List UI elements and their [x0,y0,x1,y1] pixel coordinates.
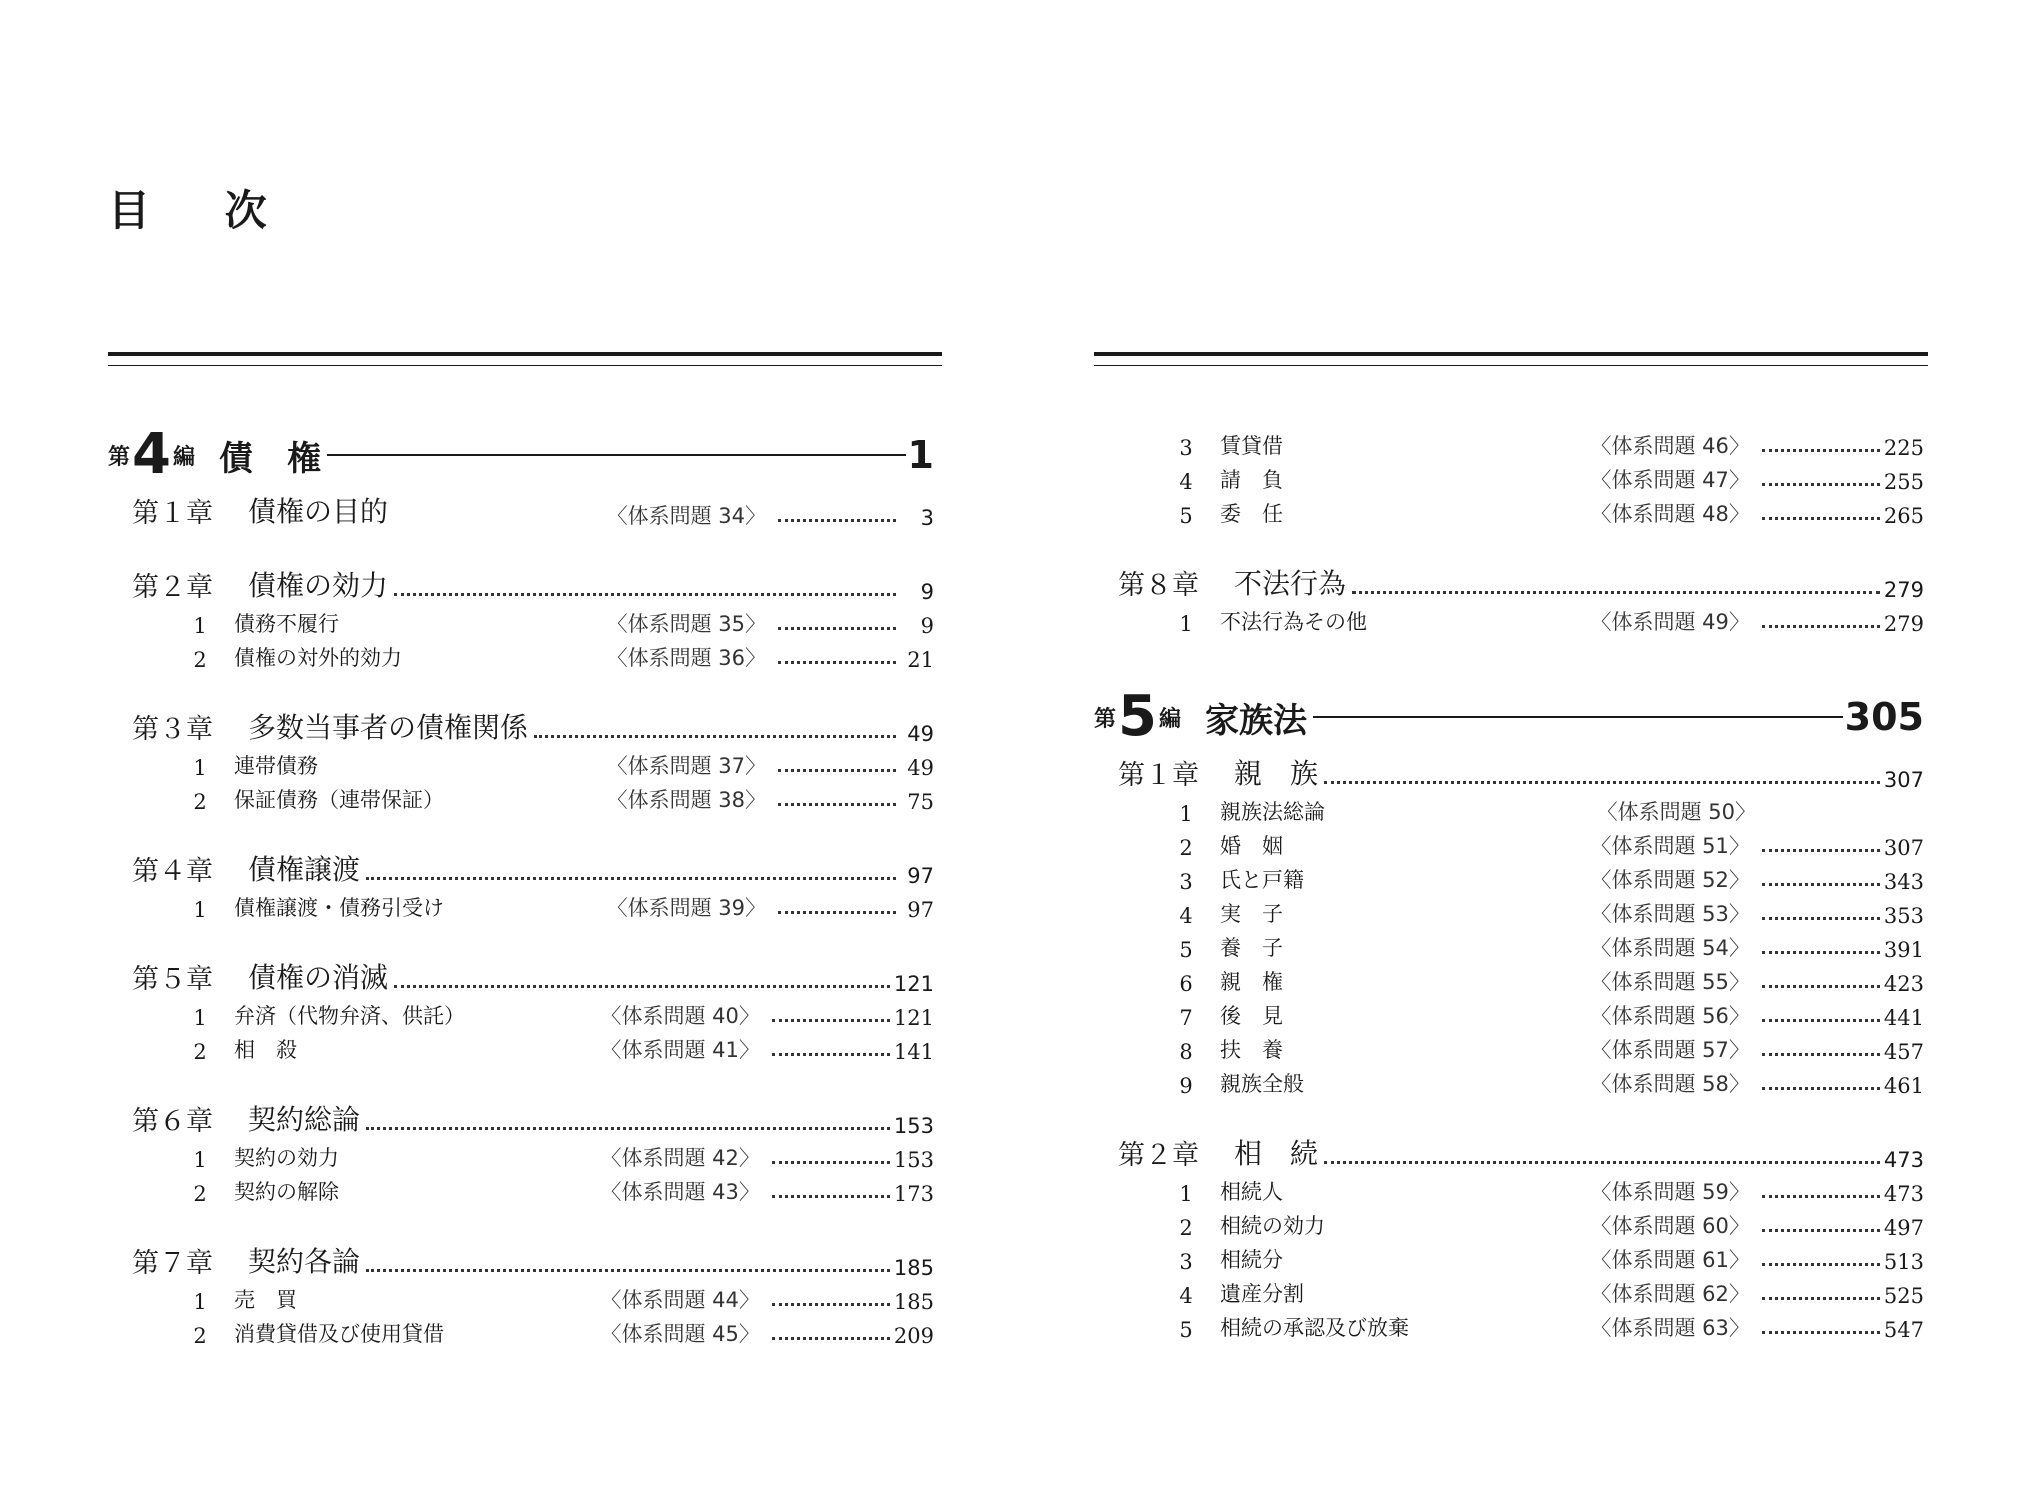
chapter-page: 307 [1883,768,1924,792]
problem-ref [1591,606,1884,636]
section-row [1094,962,1924,996]
section-number: 2 [193,1182,207,1206]
dot-leader [1762,849,1880,852]
section-number: 1 [193,1290,207,1314]
section-row [1094,602,1924,636]
section-number: 2 [193,648,207,672]
chapter-gap [1094,1098,1924,1132]
dot-leader [1762,625,1880,628]
section-page: 391 [1883,938,1924,962]
part-title: 家族法 [1205,700,1307,741]
dot-leader [1762,1229,1880,1232]
problem-ref [1591,1312,1884,1342]
section-number: 1 [1179,1182,1193,1206]
chapter-page: 121 [893,972,934,996]
right-header-rule [1094,352,1928,366]
section-page: 473 [1883,1182,1924,1206]
problem-ref [1591,498,1884,528]
dot-leader [1762,1331,1880,1334]
problem-ref [601,1284,894,1314]
chapter-label: 第３章 [132,714,213,745]
section-title: 親族法総論 [1220,800,1325,824]
section-page: 441 [1883,1006,1924,1030]
section-row [108,1138,934,1172]
dot-leader [778,803,896,806]
problem-label: 〈体系問題 38〉 [606,788,766,812]
section-title: 相続分 [1220,1248,1283,1272]
section-row [1094,1240,1924,1274]
chapter-title: 債権譲渡 [248,853,361,886]
section-title: 契約の解除 [234,1180,339,1204]
chapter-gap [1094,528,1924,562]
chapter-page: 185 [893,1256,934,1280]
section-title: 後 見 [1220,1004,1283,1028]
problem-ref [1591,898,1884,928]
section-row [108,604,934,638]
problem-ref [607,892,900,922]
problem-ref [1591,430,1884,460]
dot-leader [1762,449,1880,452]
problem-ref [1591,1034,1884,1064]
problem-ref [1591,1278,1884,1308]
section-page: 265 [1883,504,1924,528]
section-number: 4 [1179,1284,1193,1308]
section-page: 75 [907,790,934,814]
chapter-label: 第１章 [1118,760,1199,791]
problem-ref [1591,1210,1884,1240]
section-row [108,996,934,1030]
section-row [108,1030,934,1064]
dot-leader [1762,1195,1880,1198]
chapter-label: 第６章 [132,1106,213,1137]
problem-label: 〈体系問題 53〉 [1590,902,1750,926]
problem-ref [607,784,900,814]
problem-label: 〈体系問題 57〉 [1590,1038,1750,1062]
problem-label: 〈体系問題 39〉 [606,896,766,920]
chapter-heading [132,956,934,996]
problem-ref [607,500,900,530]
section-row [1094,494,1924,528]
problem-label: 〈体系問題 61〉 [1590,1248,1750,1272]
dot-leader [778,661,896,664]
chapter-title: 債権の消滅 [248,961,389,994]
section-number: 2 [1179,836,1193,860]
problem-ref [601,1176,894,1206]
problem-ref [1591,1000,1884,1030]
section-title: 相続の承認及び放棄 [1220,1316,1409,1340]
dot-leader [778,911,896,914]
section-title: 婚 姻 [1220,834,1283,858]
right-column [1094,420,1924,1342]
section-page: 209 [893,1324,934,1348]
section-title: 相続の効力 [1220,1214,1325,1238]
part-page: 305 [1844,695,1924,739]
problem-label: 〈体系問題 59〉 [1590,1180,1750,1204]
problem-label: 〈体系問題 48〉 [1590,502,1750,526]
left-header-rule [108,352,942,366]
problem-label: 〈体系問題 60〉 [1590,1214,1750,1238]
section-page: 173 [893,1182,934,1206]
chapter-label: 第２章 [132,572,213,603]
section-title: 賃貸借 [1220,434,1283,458]
section-title: 遺産分割 [1220,1282,1304,1306]
problem-label: 〈体系問題 45〉 [600,1322,760,1346]
dot-leader [1324,1161,1880,1164]
section-page: 121 [893,1006,934,1030]
problem-label: 〈体系問題 49〉 [1590,610,1750,634]
section-row [108,1280,934,1314]
chapter-page: 9 [920,580,934,604]
part-hen: 編 [172,444,195,470]
dot-leader [1762,517,1880,520]
section-row [1094,826,1924,860]
section-number: 7 [1179,1006,1193,1030]
dot-leader [394,985,890,988]
chapter-heading [1118,1132,1924,1172]
section-number: 1 [1179,802,1193,826]
section-title: 扶 養 [1220,1038,1283,1062]
section-number: 4 [1179,470,1193,494]
problem-ref [601,1000,894,1030]
section-row [1094,792,1924,826]
problem-label: 〈体系問題 63〉 [1590,1316,1750,1340]
chapter-label: 第２章 [1118,1140,1199,1171]
part-hen: 編 [1158,706,1181,732]
chapter-heading [132,564,934,604]
section-page: 9 [920,614,934,638]
section-number: 5 [1179,938,1193,962]
problem-ref [1591,830,1884,860]
left-column [108,420,934,1348]
section-row [108,780,934,814]
part-dai: 第 [1094,706,1117,732]
chapter-title: 親 族 [1234,757,1319,790]
section-page: 141 [893,1040,934,1064]
chapter-heading [1118,562,1924,602]
problem-label: 〈体系問題 58〉 [1590,1072,1750,1096]
problem-ref [607,608,900,638]
chapter-label: 第７章 [132,1248,213,1279]
problem-label: 〈体系問題 36〉 [606,646,766,670]
section-title: 債権譲渡・債務引受け [234,896,444,920]
problem-ref [607,750,900,780]
section-row [1094,1274,1924,1308]
chapter-heading [1118,752,1924,792]
section-page: 255 [1883,470,1924,494]
section-row [1094,996,1924,1030]
chapter-gap [108,530,934,564]
problem-label: 〈体系問題 44〉 [600,1288,760,1312]
chapter-page: 473 [1883,1148,1924,1172]
section-number: 1 [1179,612,1193,636]
problem-ref [1591,1244,1884,1274]
page-title: 目 次 [108,186,297,235]
chapter-label: 第４章 [132,856,213,887]
problem-label: 〈体系問題 42〉 [600,1146,760,1170]
section-title: 連帯債務 [234,754,318,778]
problem-label: 〈体系問題 37〉 [606,754,766,778]
section-page: 97 [907,898,934,922]
section-page: 225 [1883,436,1924,460]
part-rule [1313,716,1843,718]
section-title: 消費貸借及び使用貸借 [234,1322,444,1346]
section-number: 2 [1179,1216,1193,1240]
section-title: 債権の対外的効力 [234,646,402,670]
part-page: 1 [907,433,934,477]
section-title: 売 買 [234,1288,297,1312]
section-row [108,638,934,672]
section-number: 1 [193,614,207,638]
chapter-page: 49 [907,722,934,746]
problem-ref [601,1318,894,1348]
problem-label: 〈体系問題 47〉 [1590,468,1750,492]
section-number: 2 [193,790,207,814]
section-page: 343 [1883,870,1924,894]
chapter-title: 債権の目的 [248,495,389,528]
problem-ref [607,642,900,672]
problem-ref [601,1034,894,1064]
section-page: 153 [893,1148,934,1172]
section-page: 21 [907,648,934,672]
problem-ref [1591,464,1884,494]
chapter-title: 多数当事者の債権関係 [248,711,529,744]
problem-label: 〈体系問題 52〉 [1590,868,1750,892]
problem-label: 〈体系問題 34〉 [606,504,766,528]
section-title: 氏と戸籍 [1220,868,1304,892]
section-number: 2 [193,1324,207,1348]
chapter-title: 契約総論 [248,1103,361,1136]
chapter-gap [108,814,934,848]
chapter-gap [108,672,934,706]
section-row [1094,894,1924,928]
chapter-gap [108,922,934,956]
part-heading [108,420,934,490]
section-number: 8 [1179,1040,1193,1064]
problem-ref [1591,1068,1884,1098]
section-number: 4 [1179,904,1193,928]
section-title: 契約の効力 [234,1146,339,1170]
problem-label: 〈体系問題 54〉 [1590,936,1750,960]
dot-leader [1762,1263,1880,1266]
chapter-gap [108,1206,934,1240]
section-row [1094,1030,1924,1064]
section-number: 6 [1179,972,1193,996]
problem-label: 〈体系問題 56〉 [1590,1004,1750,1028]
section-number: 1 [193,1006,207,1030]
dot-leader [772,1195,890,1198]
dot-leader [1762,1053,1880,1056]
part-rule [327,454,906,456]
chapter-label: 第１章 [132,498,213,529]
dot-leader [1762,951,1880,954]
dot-leader [366,1127,890,1130]
dot-leader [1762,883,1880,886]
section-page: 497 [1883,1216,1924,1240]
section-number: 1 [193,898,207,922]
section-row [108,1314,934,1348]
dot-leader [778,769,896,772]
dot-leader [772,1019,890,1022]
section-row [1094,928,1924,962]
section-page: 525 [1883,1284,1924,1308]
dot-leader [772,1337,890,1340]
dot-leader [772,1053,890,1056]
problem-label: 〈体系問題 40〉 [600,1004,760,1028]
chapter-label: 第８章 [1118,570,1199,601]
section-page: 461 [1883,1074,1924,1098]
section-number: 5 [1179,504,1193,528]
section-number: 2 [193,1040,207,1064]
dot-leader [778,519,896,522]
problem-label: 〈体系問題 51〉 [1590,834,1750,858]
part-heading [1094,682,1924,752]
chapter-heading [132,706,934,746]
section-title: 親族全般 [1220,1072,1304,1096]
part-number: 4 [132,422,171,487]
chapter-page: 153 [893,1114,934,1138]
dot-leader [778,627,896,630]
problem-label: 〈体系問題 46〉 [1590,434,1750,458]
chapter-title: 債権の効力 [248,569,389,602]
chapter-heading [132,1240,934,1280]
section-page: 513 [1883,1250,1924,1274]
section-row [1094,1172,1924,1206]
dot-leader [772,1161,890,1164]
dot-leader [366,1269,890,1272]
section-title: 不法行為その他 [1220,610,1367,634]
chapter-heading [132,848,934,888]
dot-leader [772,1303,890,1306]
problem-ref [1591,932,1884,962]
chapter-title: 不法行為 [1234,567,1347,600]
section-number: 5 [1179,1318,1193,1342]
section-number: 3 [1179,870,1193,894]
problem-label: 〈体系問題 62〉 [1590,1282,1750,1306]
section-title: 相続人 [1220,1180,1283,1204]
chapter-heading [132,490,934,530]
problem-label: 〈体系問題 55〉 [1590,970,1750,994]
section-number: 1 [193,756,207,780]
dot-leader [1762,1297,1880,1300]
dot-leader [366,877,896,880]
section-title: 実 子 [1220,902,1283,926]
dot-leader [534,735,896,738]
section-row [1094,1206,1924,1240]
problem-ref [1597,796,1890,826]
chapter-label: 第５章 [132,964,213,995]
section-row [108,888,934,922]
dot-leader [1762,1087,1880,1090]
section-number: 3 [1179,436,1193,460]
section-page: 49 [907,756,934,780]
section-row [1094,860,1924,894]
chapter-gap [108,1064,934,1098]
section-title: 保証債務（連帯保証） [234,788,444,812]
chapter-page: 97 [907,864,934,888]
section-title: 債務不履行 [234,612,339,636]
section-title: 養 子 [1220,936,1283,960]
problem-ref [1591,864,1884,894]
chapter-page: 279 [1883,578,1924,602]
chapter-page: 3 [920,506,934,530]
section-row [1094,460,1924,494]
chapter-title: 契約各論 [248,1245,361,1278]
part-dai: 第 [108,444,131,470]
section-page: 423 [1883,972,1924,996]
problem-label: 〈体系問題 43〉 [600,1180,760,1204]
dot-leader [1352,591,1880,594]
part-number: 5 [1118,684,1157,749]
dot-leader [1762,985,1880,988]
problem-label: 〈体系問題 35〉 [606,612,766,636]
problem-label: 〈体系問題 41〉 [600,1038,760,1062]
section-title: 委 任 [1220,502,1283,526]
dot-leader [1762,1019,1880,1022]
problem-ref [1591,966,1884,996]
dot-leader [394,593,896,596]
part-gap [1094,636,1924,682]
section-title: 請 負 [1220,468,1283,492]
section-title: 相 殺 [234,1038,297,1062]
section-number: 3 [1179,1250,1193,1274]
section-number: 9 [1179,1074,1193,1098]
section-row [1094,1064,1924,1098]
section-page: 353 [1883,904,1924,928]
dot-leader [1324,781,1880,784]
section-title: 親 権 [1220,970,1283,994]
part-title: 債 権 [219,438,321,479]
section-row [1094,426,1924,460]
chapter-title: 相 続 [1234,1137,1319,1170]
section-page: 307 [1883,836,1924,860]
problem-ref [601,1142,894,1172]
problem-ref [1591,1176,1884,1206]
chapter-heading [132,1098,934,1138]
section-page: 185 [893,1290,934,1314]
section-title: 弁済（代物弁済、供託） [234,1004,465,1028]
section-page: 279 [1883,612,1924,636]
section-page: 547 [1883,1318,1924,1342]
dot-leader [1762,483,1880,486]
section-number: 1 [193,1148,207,1172]
section-row [108,1172,934,1206]
section-row [108,746,934,780]
dot-leader [1762,917,1880,920]
section-page: 457 [1883,1040,1924,1064]
section-row [1094,1308,1924,1342]
problem-label: 〈体系問題 50〉 [1596,800,1756,824]
